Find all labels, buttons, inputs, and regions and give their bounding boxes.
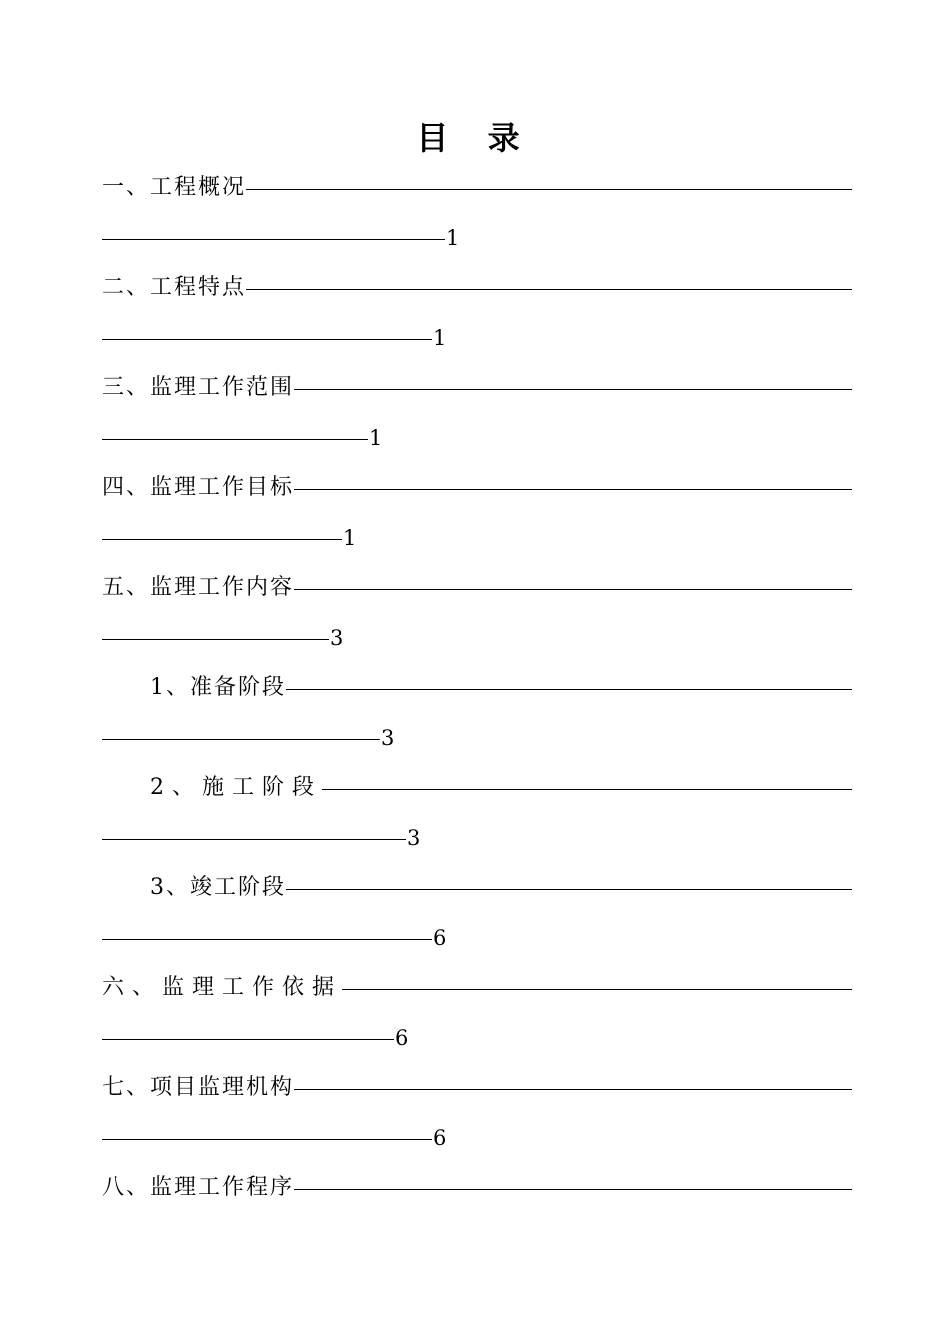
toc-entry-label: 五、监理工作内容 <box>102 575 295 600</box>
toc-entry-line <box>102 1168 852 1208</box>
toc-entry-line <box>102 568 852 608</box>
toc-page-number: 3 <box>407 826 421 850</box>
toc-entry-continuation <box>102 518 356 558</box>
toc-entry-label: 2、施工阶段 <box>150 775 322 800</box>
toc-entry-line <box>102 768 852 808</box>
toc-entry-continuation <box>102 718 394 758</box>
dot-leader <box>102 339 432 340</box>
toc-title: 目 录 <box>416 119 534 157</box>
toc-page-number: 1 <box>446 226 460 250</box>
dot-leader <box>322 789 852 790</box>
dot-leader <box>102 639 329 640</box>
dot-leader <box>102 1139 432 1140</box>
dot-leader <box>286 889 852 890</box>
toc-entry-line <box>102 968 852 1008</box>
toc-entry[interactable] <box>102 1168 852 1268</box>
dot-leader <box>342 989 852 990</box>
toc-entry-line <box>102 668 852 708</box>
toc-entry-line <box>102 1068 852 1108</box>
toc-entry-continuation <box>102 218 459 258</box>
dot-leader <box>246 289 852 290</box>
dot-leader <box>294 489 852 490</box>
toc-page-number: 1 <box>369 426 383 450</box>
toc-entry[interactable] <box>102 668 852 768</box>
dot-leader <box>102 839 406 840</box>
toc-page-number: 3 <box>381 726 395 750</box>
toc-entry-label: 3、竣工阶段 <box>150 875 286 900</box>
toc-entry-label: 一、工程概况 <box>102 175 247 200</box>
toc-page-number: 6 <box>433 1126 447 1150</box>
toc-entry-continuation <box>102 418 382 458</box>
toc-entry-label: 八、监理工作程序 <box>102 1175 295 1200</box>
dot-leader <box>294 1189 852 1190</box>
toc-entry[interactable] <box>102 968 852 1068</box>
toc-entry-label: 六、监理工作依据 <box>102 975 343 1000</box>
dot-leader <box>102 239 445 240</box>
table-of-contents <box>102 168 852 1268</box>
toc-page-number: 1 <box>343 526 357 550</box>
toc-entry[interactable] <box>102 268 852 368</box>
toc-entry-continuation <box>102 618 343 658</box>
dot-leader <box>246 189 852 190</box>
dot-leader <box>102 439 368 440</box>
toc-entry[interactable] <box>102 868 852 968</box>
dot-leader <box>294 389 852 390</box>
toc-entry-continuation <box>102 818 420 858</box>
toc-entry[interactable] <box>102 468 852 568</box>
toc-entry-label: 1、准备阶段 <box>150 675 286 700</box>
toc-entry-line <box>102 468 852 508</box>
toc-entry[interactable] <box>102 1068 852 1168</box>
toc-page-number: 6 <box>395 1026 409 1050</box>
toc-entry-continuation <box>102 1018 408 1058</box>
toc-entry-label: 三、监理工作范围 <box>102 375 295 400</box>
toc-entry[interactable] <box>102 368 852 468</box>
toc-entry-continuation <box>102 1118 446 1158</box>
toc-entry[interactable] <box>102 768 852 868</box>
toc-entry-line <box>102 868 852 908</box>
dot-leader <box>294 589 852 590</box>
toc-entry-continuation <box>102 318 446 358</box>
toc-entry-line <box>102 368 852 408</box>
toc-page-number: 6 <box>433 926 447 950</box>
toc-page-number: 3 <box>330 626 344 650</box>
toc-entry-label: 四、监理工作目标 <box>102 475 295 500</box>
toc-entry-label: 七、项目监理机构 <box>102 1075 295 1100</box>
dot-leader <box>102 1039 394 1040</box>
dot-leader <box>286 689 852 690</box>
toc-entry-line <box>102 168 852 208</box>
toc-entry-continuation <box>102 918 446 958</box>
toc-page-number: 1 <box>433 326 447 350</box>
toc-entry-label: 二、工程特点 <box>102 275 247 300</box>
toc-entry-line <box>102 268 852 308</box>
toc-entry[interactable] <box>102 168 852 268</box>
dot-leader <box>102 539 342 540</box>
dot-leader <box>102 939 432 940</box>
toc-entry[interactable] <box>102 568 852 668</box>
dot-leader <box>294 1089 852 1090</box>
dot-leader <box>102 739 380 740</box>
